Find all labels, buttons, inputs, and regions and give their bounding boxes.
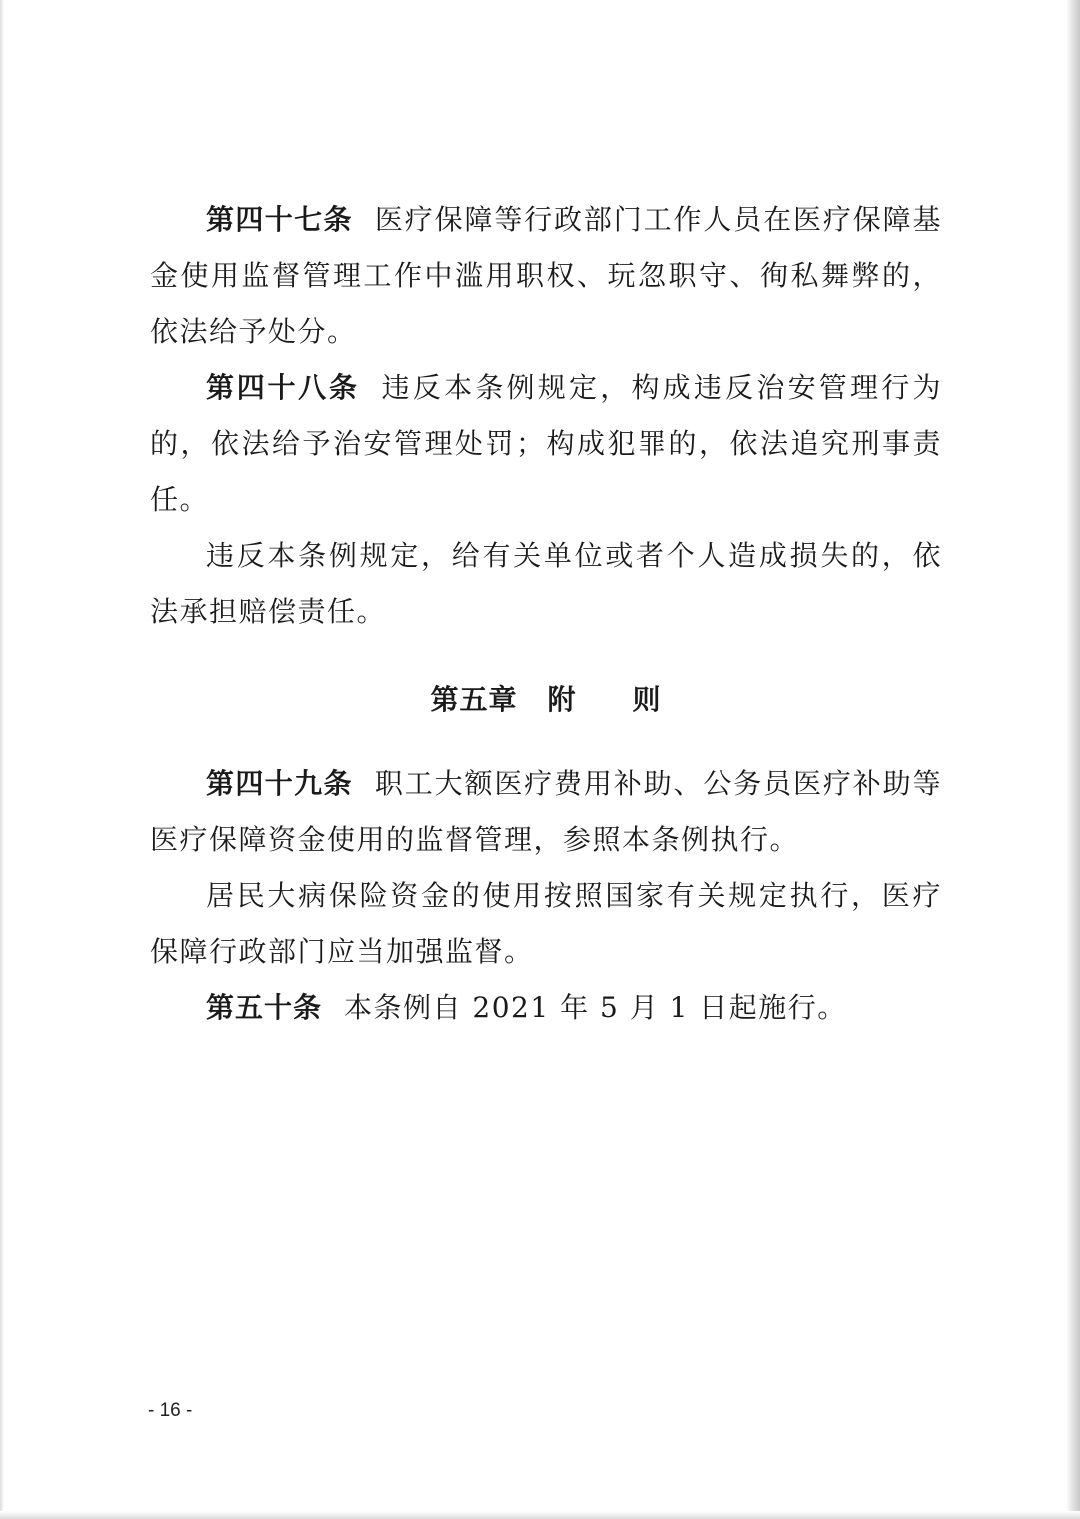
chapter-heading — [150, 674, 942, 726]
chapter-number: 第五章 — [430, 683, 518, 716]
article-50-label: 第五十条 — [206, 991, 323, 1024]
article-49-label: 第四十九条 — [206, 767, 353, 800]
article-47-label: 第四十七条 — [206, 203, 353, 236]
article-48-paragraph-2: 违反本条例规定，给有关单位或者个人造成损失的，依法承担赔偿责任。 — [150, 539, 942, 628]
document-body — [150, 192, 942, 1036]
article-48 — [150, 360, 942, 528]
chapter-title-part1: 附 — [547, 683, 577, 716]
article-49 — [150, 756, 942, 868]
chapter-title-part2: 则 — [632, 683, 662, 716]
article-47 — [150, 192, 942, 360]
article-50 — [150, 980, 942, 1036]
article-50-text: 本条例自 2021 年 5 月 1 日起施行。 — [344, 991, 847, 1024]
page-number: - 16 - — [148, 1400, 193, 1421]
article-48-text: 违反本条例规定，构成违反治安管理行为的，依法给予治安管理处罚；构成犯罪的，依法追究刑事责任。 — [150, 371, 942, 516]
page-bottom-edge-shadow — [0, 1511, 1080, 1519]
article-49-text: 职工大额医疗费用补助、公务员医疗补助等医疗保障资金使用的监督管理，参照本条例执行。 — [150, 767, 942, 856]
page-left-edge-shadow — [0, 0, 4, 1519]
article-49-paragraph-2: 居民大病保险资金的使用按照国家有关规定执行，医疗保障行政部门应当加强监督。 — [150, 879, 942, 968]
page-right-edge-shadow — [1066, 0, 1080, 1519]
article-48-label: 第四十八条 — [206, 371, 360, 404]
article-47-text: 医疗保障等行政部门工作人员在医疗保障基金使用监督管理工作中滥用职权、玩忽职守、徇私舞弊的，依法给予处分。 — [150, 203, 942, 348]
